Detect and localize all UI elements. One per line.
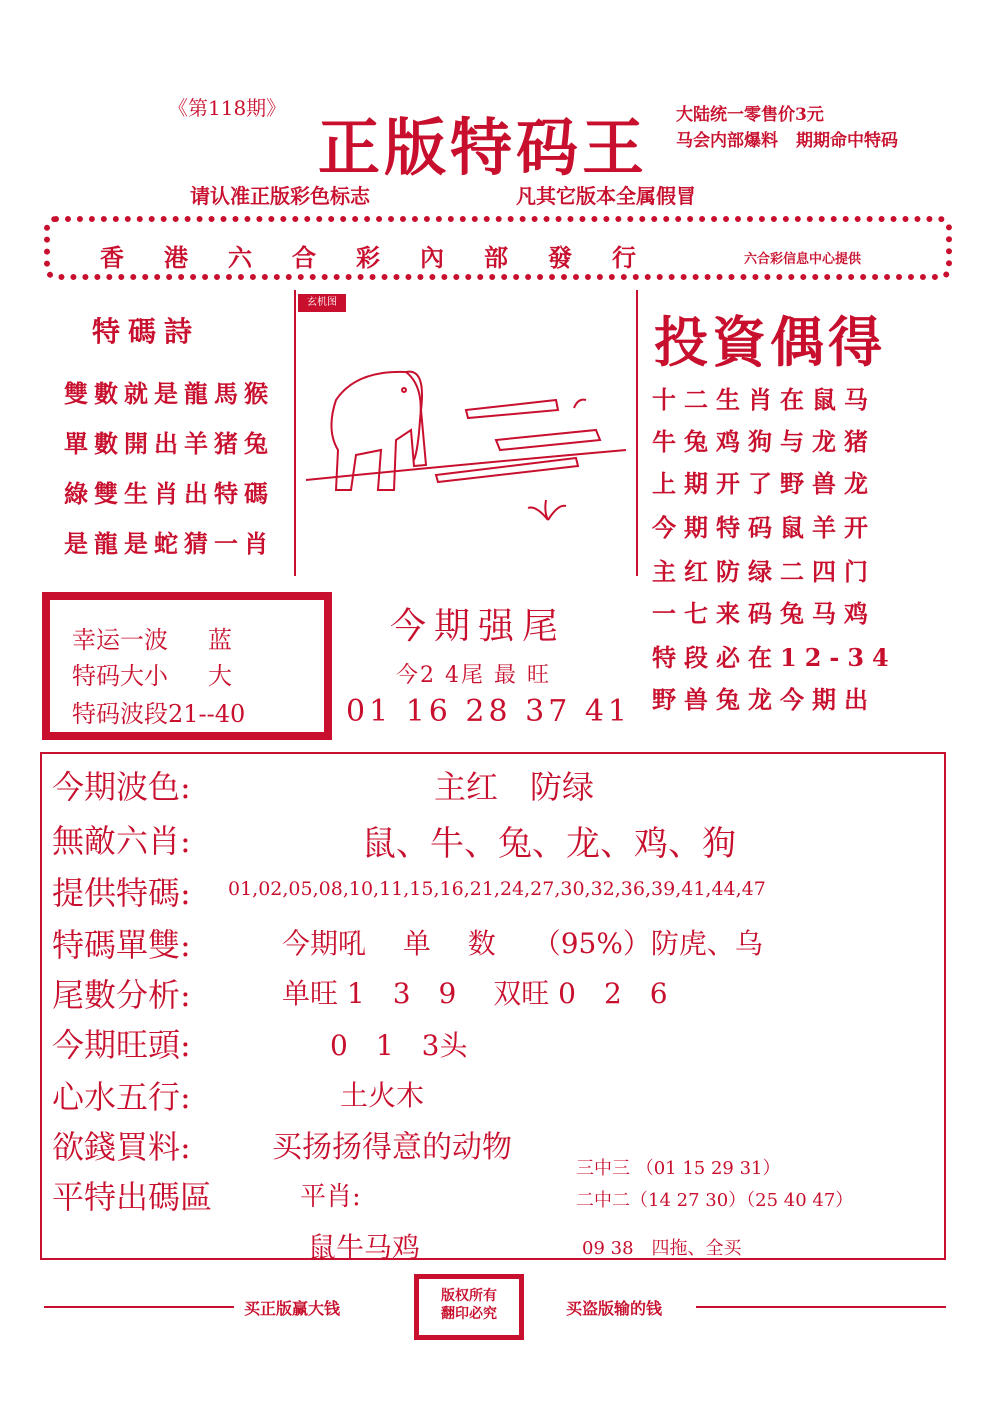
row-value: 鼠、牛、兔、龙、鸡、狗 bbox=[362, 824, 736, 864]
invest-line: 特段必在12-34 bbox=[652, 643, 897, 672]
strong-tail-title: 今期强尾 bbox=[390, 606, 567, 647]
row-value: 买扬扬得意的动物 bbox=[272, 1130, 512, 1165]
price-note: 大陆统一零售价3元 bbox=[676, 105, 824, 125]
row-value: 0 1 3头 bbox=[330, 1029, 468, 1062]
lucky-label: 特码波段 bbox=[72, 700, 168, 728]
tagline-a: 马会内部爆料 bbox=[676, 131, 778, 151]
poem-line: 單數開出羊猪兔 bbox=[64, 429, 274, 458]
flat-animals: 鼠牛马鸡 bbox=[308, 1231, 421, 1264]
poem-line: 雙數就是龍馬猴 bbox=[64, 379, 274, 408]
footer-left: 买正版赢大钱 bbox=[244, 1299, 341, 1318]
row-label: 平特出碼區 bbox=[52, 1178, 213, 1216]
tuo-numbers: 09 38 四拖、全买 bbox=[582, 1238, 742, 1259]
footer-divider-left bbox=[44, 1306, 234, 1308]
row-label: 今期波色: bbox=[52, 768, 191, 806]
elephant-illustration bbox=[296, 290, 636, 576]
lucky-value: 大 bbox=[208, 662, 232, 690]
footer-divider-right bbox=[696, 1306, 946, 1308]
lucky-value: 21--40 bbox=[168, 700, 246, 728]
copyright-line: 版权所有 bbox=[441, 1288, 497, 1304]
invest-line: 十二生肖在鼠马 bbox=[652, 385, 876, 414]
san-zhong-san: 三中三 （01 15 29 31） bbox=[576, 1158, 781, 1179]
strong-tail-sub: 今2 4尾 最 旺 bbox=[396, 663, 551, 688]
riddle-picture bbox=[294, 290, 638, 576]
row-label: 提供特碼: bbox=[52, 874, 191, 912]
invest-line: 今期特码鼠羊开 bbox=[652, 513, 876, 542]
invest-line: 一七来码兔马鸡 bbox=[652, 599, 876, 628]
lucky-row bbox=[72, 694, 245, 729]
poem-line: 是龍是蛇猜一肖 bbox=[64, 529, 274, 558]
row-label: 心水五行: bbox=[52, 1078, 191, 1116]
notice-left: 请认准正版彩色标志 bbox=[190, 184, 370, 208]
er-zhong-er: 二中二（14 27 30）（25 40 47） bbox=[576, 1190, 854, 1211]
invest-line: 牛兔鸡狗与龙猪 bbox=[652, 427, 876, 456]
row-label: 特碼單雙: bbox=[52, 926, 191, 964]
row-value: 土火木 bbox=[340, 1079, 425, 1112]
lucky-row bbox=[72, 620, 232, 655]
row-label: 無敵六肖: bbox=[52, 822, 191, 860]
tagline bbox=[676, 126, 898, 151]
lucky-value: 蓝 bbox=[208, 626, 232, 654]
row-label: 今期旺頭: bbox=[52, 1026, 191, 1064]
footer-right: 买盗版输的钱 bbox=[566, 1299, 663, 1318]
invest-line: 上期开了野兽龙 bbox=[652, 469, 876, 498]
picture-stamp: 玄机图 bbox=[298, 294, 346, 312]
row-value: 平肖: bbox=[300, 1182, 361, 1212]
copyright-line: 翻印必究 bbox=[441, 1306, 497, 1322]
lucky-label: 特码大小 bbox=[72, 662, 168, 690]
row-value: 01,02,05,08,10,11,15,16,21,24,27,30,32,36,39,41,44,47 bbox=[228, 878, 766, 900]
row-label: 尾數分析: bbox=[52, 976, 191, 1014]
issue-number: 《第118期》 bbox=[168, 96, 287, 120]
banner-title: 香港六合彩內部發行 bbox=[100, 243, 676, 272]
row-value: 今期吼 单 数 （95%）防虎、乌 bbox=[282, 927, 763, 960]
lucky-row bbox=[72, 656, 232, 691]
banner-credit: 六合彩信息中心提供 bbox=[744, 252, 862, 267]
lucky-label: 幸运一波 bbox=[72, 626, 168, 654]
row-label: 欲錢買料: bbox=[52, 1128, 191, 1166]
invest-line: 野兽兔龙今期出 bbox=[652, 685, 876, 714]
copyright-box bbox=[414, 1274, 524, 1340]
notice-right: 凡其它版本全属假冒 bbox=[516, 184, 696, 208]
page-title: 正版特码王 bbox=[318, 111, 649, 184]
invest-title: 投資偶得 bbox=[654, 310, 886, 374]
tagline-b: 期期命中特码 bbox=[796, 131, 898, 151]
poem-title: 特碼詩 bbox=[92, 315, 201, 348]
strong-tail-numbers: 01 16 28 37 41 bbox=[346, 694, 632, 729]
row-value: 单旺 1 3 9 双旺 0 2 6 bbox=[282, 977, 668, 1010]
invest-line: 主红防绿二四门 bbox=[652, 557, 876, 586]
poem-line: 綠雙生肖出特碼 bbox=[64, 479, 274, 508]
row-value: 主红 防绿 bbox=[434, 768, 595, 806]
